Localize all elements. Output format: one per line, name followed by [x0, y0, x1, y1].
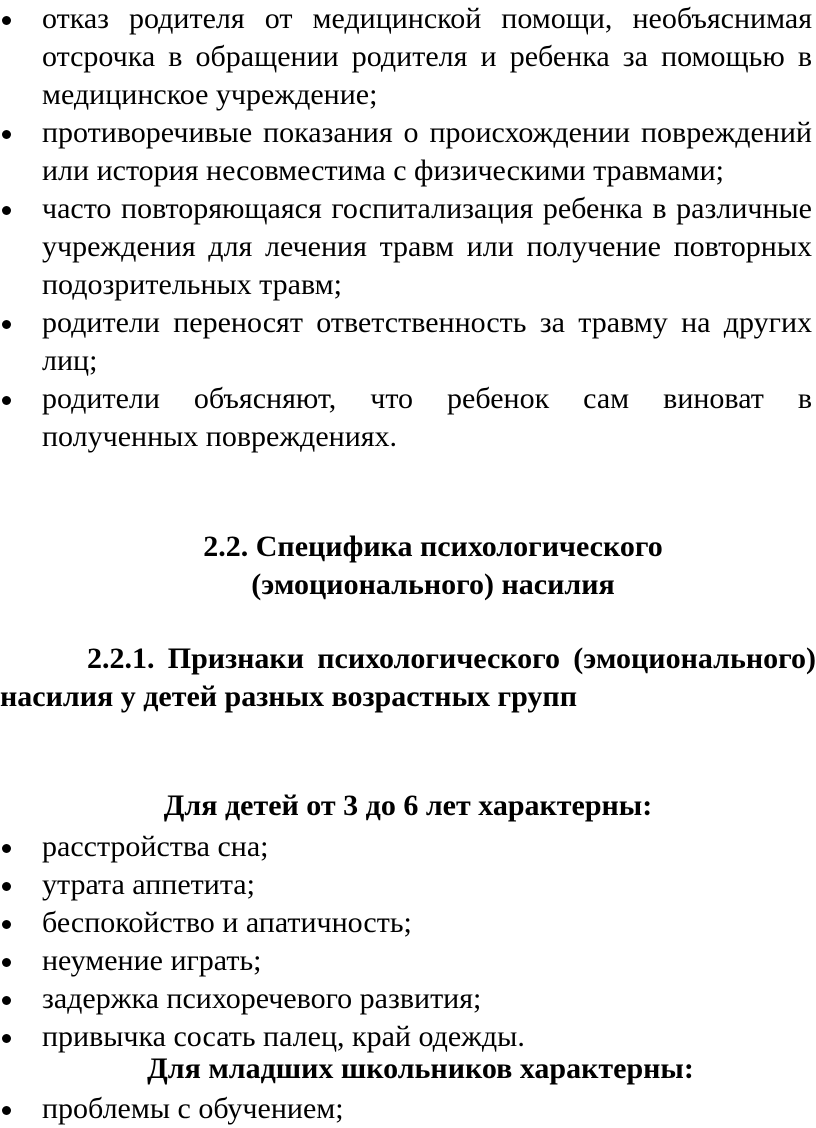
bullet-icon [2, 320, 11, 329]
list-item-text: утрата аппетита; [42, 868, 255, 901]
list-item-text: отказ родителя от медицинской помощи, необъяснимая отсрочка в обращении родителя и ребенка за помощью в медицинское учреждение; [42, 2, 812, 111]
list-item [0, 904, 816, 942]
list-item-text: часто повторяющаяся госпитализация ребенка в различные учреждения для лечения травм или получение повторных подозрительных травм; [42, 192, 812, 301]
ages-3-6-bullet-list [0, 828, 816, 1056]
bullet-icon [2, 958, 11, 967]
list-item [0, 0, 816, 114]
section-heading-line: (эмоционального) насилия [251, 568, 615, 601]
list-item [0, 866, 816, 904]
list-item-text: беспокойство и апатичность; [42, 906, 412, 939]
bullet-icon [2, 882, 11, 891]
list-item [0, 114, 816, 190]
list-item [0, 828, 816, 866]
top-bullet-list [0, 0, 816, 456]
list-item [0, 942, 816, 980]
bullet-icon [2, 16, 11, 25]
list-item [0, 1090, 816, 1128]
bullet-icon [2, 1034, 11, 1043]
list-item-text: родители переносят ответственность за травму на других лиц; [42, 306, 812, 377]
section-heading-2-2 [0, 528, 816, 604]
junior-school-bullet-list [0, 1090, 816, 1128]
list-item-text: привычка сосать палец, край одежды. [42, 1020, 525, 1053]
bullet-icon [2, 1106, 11, 1115]
section-heading-line: 2.2. Специфика психологического [203, 530, 663, 563]
list-item-text: задержка психоречевого развития; [42, 982, 482, 1015]
subheading-ages-3-6: Для детей от 3 до 6 лет характерны: [163, 789, 653, 822]
list-item-text: родители объясняют, что ребенок сам виноват в полученных повреждениях. [42, 382, 812, 453]
bullet-icon [2, 844, 11, 853]
bullet-icon [2, 396, 11, 405]
list-item [0, 380, 816, 456]
bullet-icon [2, 206, 11, 215]
subheading-junior-school: Для младших школьников характерны: [147, 1052, 694, 1085]
list-item [0, 980, 816, 1018]
list-item-text: проблемы с обучением; [42, 1092, 344, 1125]
list-item-text: расстройства сна; [42, 830, 269, 863]
bullet-icon [2, 130, 11, 139]
list-item [0, 190, 816, 304]
list-item [0, 304, 816, 380]
bullet-icon [2, 920, 11, 929]
bullet-icon [2, 996, 11, 1005]
section-heading-2-2-1: 2.2.1. Признаки психологического (эмоционального) насилия у детей разных возрастных групп [0, 642, 816, 713]
list-item-text: неумение играть; [42, 944, 262, 977]
list-item-text: противоречивые показания о происхождении повреждений или история несовместима с физическими травмами; [42, 116, 812, 187]
